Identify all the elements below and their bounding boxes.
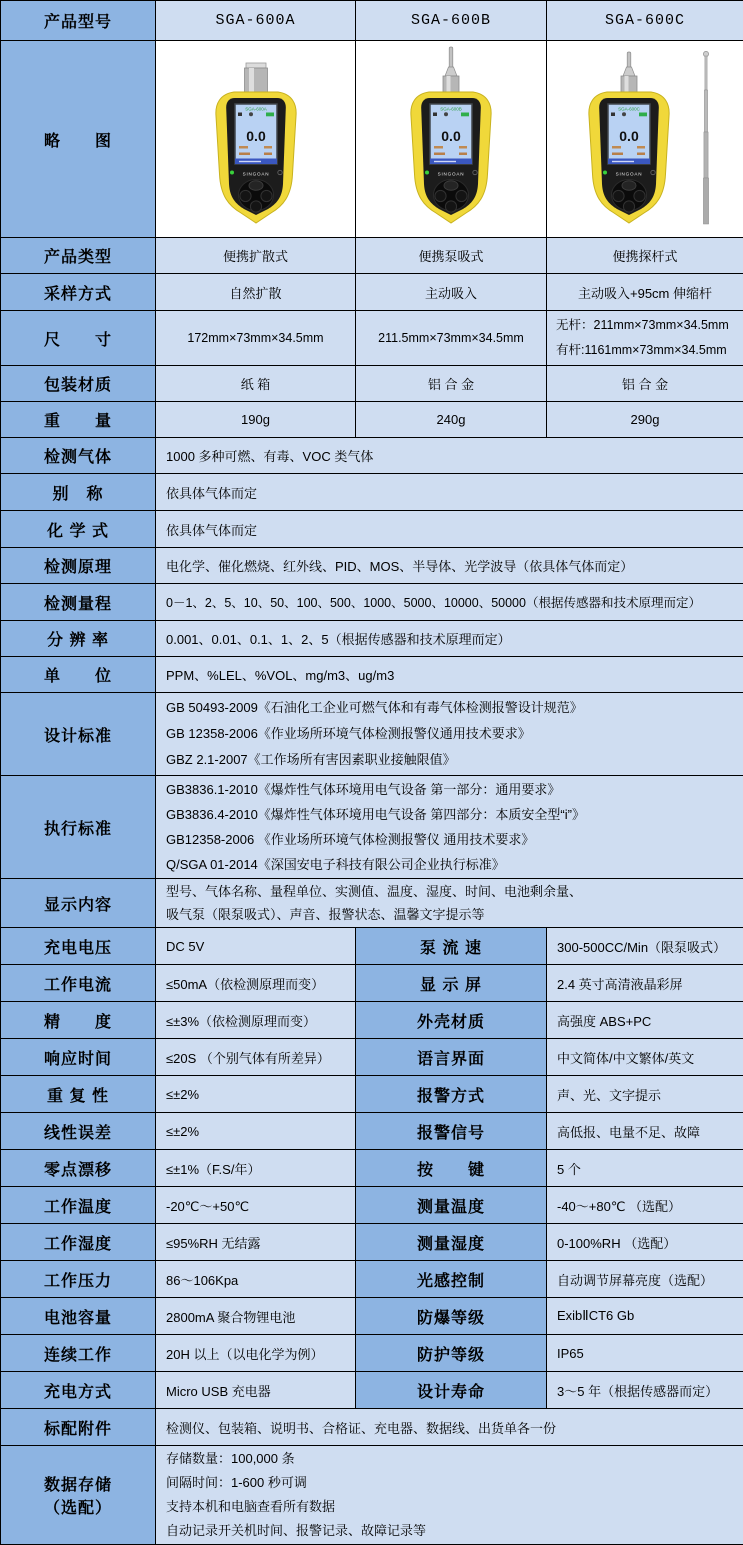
row-label: 显 示 屏 <box>356 965 547 1002</box>
spec-row-resolution <box>1 621 743 657</box>
sketch-label-cell: 略 图 <box>1 41 156 238</box>
value-cell: 主动吸入+95cm 伸缩杆 <box>547 274 743 311</box>
brand-label: SINGOAN <box>438 172 465 177</box>
value-cell <box>156 879 743 928</box>
value-cell: 3～5 年（根据传感器而定） <box>547 1372 743 1409</box>
value-cell: 铝 合 金 <box>356 366 547 402</box>
value-cell: 290g <box>547 402 743 438</box>
screen-model-label: SGA-600C <box>618 107 641 112</box>
row-label: 连续工作 <box>1 1335 156 1372</box>
spec-row-dual <box>1 1261 743 1298</box>
spec-row-data-storage <box>1 1446 743 1545</box>
row-label: 重 复 性 <box>1 1076 156 1113</box>
standard-line: Q/SGA 01-2014《深国安电子科技有限公司企业执行标准》 <box>166 852 739 877</box>
value-cell: ≤±2% <box>156 1076 356 1113</box>
lcd-screen <box>430 104 472 164</box>
standard-line: GB 12358-2006《作业场所环境气体检测报警仪通用技术要求》 <box>166 721 739 747</box>
sketch-row <box>1 41 743 238</box>
value-cell: 依具体气体而定 <box>156 474 743 511</box>
row-label: 充电方式 <box>1 1372 156 1409</box>
row-label: 重 量 <box>1 402 156 438</box>
spec-row-dimensions <box>1 311 743 366</box>
row-label: 精 度 <box>1 1002 156 1039</box>
menu-button <box>622 181 636 191</box>
fan-icon <box>444 112 448 116</box>
product-image-sga-600b <box>366 46 536 232</box>
spec-row-gases <box>1 438 743 474</box>
standard-line: GB3836.4-2010《爆炸性气体环境用电气设备 第四部分：本质安全型“i”》 <box>166 802 739 827</box>
battery-icon <box>461 113 469 117</box>
value-cell: 便携探杆式 <box>547 238 743 274</box>
spec-row-dual <box>1 965 743 1002</box>
value-cell: 纸 箱 <box>156 366 356 402</box>
row-label: 执行标准 <box>1 776 156 879</box>
value-cell: 检测仪、包装箱、说明书、合格证、充电器、数据线、出货单各一份 <box>156 1409 743 1446</box>
display-line: 吸气泵（限泵吸式）、声音、报警状态、温馨文字提示等 <box>166 903 739 926</box>
product-image-cell-a <box>156 41 356 238</box>
value-cell: ≤50mA（依检测原理而变） <box>156 965 356 1002</box>
row-label: 设计寿命 <box>356 1372 547 1409</box>
row-label: 报警方式 <box>356 1076 547 1113</box>
value-cell: 依具体气体而定 <box>156 511 743 548</box>
value-cell: 300-500CC/Min（限泵吸式） <box>547 928 743 965</box>
value-cell: -40～+80℃ （选配） <box>547 1187 743 1224</box>
spec-row-display-content <box>1 879 743 928</box>
value-cell: 190g <box>156 402 356 438</box>
row-label: 测量湿度 <box>356 1224 547 1261</box>
product-image-sga-600c <box>560 46 730 232</box>
led-indicator <box>603 171 607 175</box>
value-cell <box>547 311 743 366</box>
right-button <box>634 190 645 201</box>
value-cell: 高低报、电量不足、故障 <box>547 1113 743 1150</box>
header-label-cell: 产品型号 <box>1 1 156 41</box>
row-label: 工作电流 <box>1 965 156 1002</box>
enter-button <box>250 201 261 212</box>
display-line: 型号、气体名称、量程单位、实测值、温度、湿度、时间、电池剩余量、 <box>166 880 739 903</box>
model-cell-c: SGA-600C <box>547 1 743 41</box>
value-cell: PPM、%LEL、%VOL、mg/m3、ug/m3 <box>156 657 743 693</box>
value-cell: ≤95%RH 无结露 <box>156 1224 356 1261</box>
spec-row-dual <box>1 1076 743 1113</box>
row-label: 工作湿度 <box>1 1224 156 1261</box>
lcd-screen <box>235 104 277 164</box>
row-label <box>1 1446 156 1545</box>
row-label: 泵 流 速 <box>356 928 547 965</box>
value-cell: 1000 多种可燃、有毒、VOC 类气体 <box>156 438 743 474</box>
value-cell: ≤±3%（依检测原理而变） <box>156 1002 356 1039</box>
row-label: 线性误差 <box>1 1113 156 1150</box>
lcd-screen <box>608 104 650 164</box>
row-label: 防爆等级 <box>356 1298 547 1335</box>
value-cell: -20℃～+50℃ <box>156 1187 356 1224</box>
row-label: 报警信号 <box>356 1113 547 1150</box>
speaker-icon <box>611 113 615 117</box>
value-cell: 便携扩散式 <box>156 238 356 274</box>
standard-line: GB 50493-2009《石油化工企业可燃气体和有毒气体检测报警设计规范》 <box>166 695 739 721</box>
left-button <box>239 190 250 201</box>
header-row <box>1 1 743 41</box>
value-cell: 声、光、文字提示 <box>547 1076 743 1113</box>
value-cell: ≤±2% <box>156 1113 356 1150</box>
value-cell: 高强度 ABS+PC <box>547 1002 743 1039</box>
left-button <box>435 190 446 201</box>
left-button <box>613 190 624 201</box>
row-label: 充电电压 <box>1 928 156 965</box>
row-label: 语言界面 <box>356 1039 547 1076</box>
product-image-cell-c <box>547 41 743 238</box>
value-cell: ≤20S （个别气体有所差异） <box>156 1039 356 1076</box>
screen-model-label: SGA-600A <box>245 107 267 112</box>
row-label: 光感控制 <box>356 1261 547 1298</box>
storage-line: 存储数量：100,000 条 <box>166 1447 739 1471</box>
menu-button <box>249 181 263 191</box>
row-label: 尺 寸 <box>1 311 156 366</box>
standard-line: GB12358-2006 《作业场所环境气体检测报警仪 通用技术要求》 <box>166 827 739 852</box>
value-cell <box>156 693 743 776</box>
fan-icon <box>249 112 253 116</box>
value-cell: 自动调节屏幕亮度（选配） <box>547 1261 743 1298</box>
spec-row-sampling <box>1 274 743 311</box>
row-label: 检测原理 <box>1 548 156 584</box>
storage-line: 支持本机和电脑查看所有数据 <box>166 1495 739 1519</box>
row-label: 采样方式 <box>1 274 156 311</box>
model-cell-a: SGA-600A <box>156 1 356 41</box>
row-label: 零点漂移 <box>1 1150 156 1187</box>
value-cell: 172mm×73mm×34.5mm <box>156 311 356 366</box>
led-indicator <box>230 171 234 175</box>
value-cell: 2800mA 聚合物锂电池 <box>156 1298 356 1335</box>
storage-label-line: （选配） <box>2 1495 154 1518</box>
spec-row-formula <box>1 511 743 548</box>
speaker-icon <box>238 113 242 117</box>
menu-button <box>444 181 458 191</box>
model-cell-b: SGA-600B <box>356 1 547 41</box>
dimension-line: 有杆:1161mm×73mm×34.5mm <box>548 338 742 363</box>
screen-reading: 0.0 <box>246 128 266 144</box>
storage-line: 自动记录开关机时间、报警记录、故障记录等 <box>166 1519 739 1543</box>
spec-row-accessories <box>1 1409 743 1446</box>
screen-model-label: SGA-600B <box>440 107 462 112</box>
row-label: 检测气体 <box>1 438 156 474</box>
row-label: 单 位 <box>1 657 156 693</box>
row-label: 化 学 式 <box>1 511 156 548</box>
value-cell: 211.5mm×73mm×34.5mm <box>356 311 547 366</box>
row-label: 测量温度 <box>356 1187 547 1224</box>
row-label: 标配附件 <box>1 1409 156 1446</box>
enter-button <box>623 201 634 212</box>
value-cell: 中文简体/中文繁体/英文 <box>547 1039 743 1076</box>
enter-button <box>445 201 456 212</box>
value-cell: 自然扩散 <box>156 274 356 311</box>
spec-row-range <box>1 584 743 621</box>
value-cell: 20H 以上（以电化学为例） <box>156 1335 356 1372</box>
led-indicator <box>425 171 429 175</box>
spec-row-packaging <box>1 366 743 402</box>
right-button <box>260 190 271 201</box>
value-cell: 主动吸入 <box>356 274 547 311</box>
row-label: 响应时间 <box>1 1039 156 1076</box>
spec-row-dual <box>1 1187 743 1224</box>
pump-probe <box>443 47 459 93</box>
row-label: 设计标准 <box>1 693 156 776</box>
row-label: 包装材质 <box>1 366 156 402</box>
battery-icon <box>266 113 274 117</box>
spec-row-alias <box>1 474 743 511</box>
value-cell: DC 5V <box>156 928 356 965</box>
product-image-sga-600a <box>171 46 341 232</box>
row-label: 产品类型 <box>1 238 156 274</box>
value-cell: 5 个 <box>547 1150 743 1187</box>
value-cell: 便携泵吸式 <box>356 238 547 274</box>
row-label: 检测量程 <box>1 584 156 621</box>
value-cell: 0-100%RH （选配） <box>547 1224 743 1261</box>
battery-icon <box>639 113 647 117</box>
speaker-icon <box>433 113 437 117</box>
spec-row-dual <box>1 1335 743 1372</box>
screen-reading: 0.0 <box>441 128 461 144</box>
value-cell: 0－1、2、5、10、50、100、500、1000、5000、10000、50000（根据传感器和技术原理而定） <box>156 584 743 621</box>
spec-row-design-standards <box>1 693 743 776</box>
spec-row-dual <box>1 1150 743 1187</box>
spec-row-product-type <box>1 238 743 274</box>
sensor-cap <box>244 63 267 93</box>
value-cell: 0.001、0.01、0.1、1、2、5（根据传感器和技术原理而定） <box>156 621 743 657</box>
storage-line: 间隔时间：1-600 秒可调 <box>166 1471 739 1495</box>
value-cell: 电化学、催化燃烧、红外线、PID、MOS、半导体、光学波导（依具体气体而定） <box>156 548 743 584</box>
value-cell: 2.4 英寸高清液晶彩屏 <box>547 965 743 1002</box>
dimension-line: 无杆：211mm×73mm×34.5mm <box>548 313 742 338</box>
fan-icon <box>622 112 626 116</box>
standard-line: GB3836.1-2010《爆炸性气体环境用电气设备 第一部分：通用要求》 <box>166 777 739 802</box>
storage-label-line: 数据存储 <box>2 1472 154 1495</box>
value-cell: ≤±1%（F.S/年） <box>156 1150 356 1187</box>
spec-row-exec-standards <box>1 776 743 879</box>
pump-probe <box>621 52 637 93</box>
spec-row-dual <box>1 1298 743 1335</box>
brand-label: SINGOAN <box>616 172 643 177</box>
spec-row-dual <box>1 1113 743 1150</box>
right-button <box>456 190 467 201</box>
row-label: 外壳材质 <box>356 1002 547 1039</box>
telescopic-rod <box>703 51 708 224</box>
standard-line: GBZ 2.1-2007《工作场所有害因素职业接触限值》 <box>166 747 739 773</box>
value-cell: ExibⅡCT6 Gb <box>547 1298 743 1335</box>
spec-row-weight <box>1 402 743 438</box>
row-label: 工作压力 <box>1 1261 156 1298</box>
spec-row-dual <box>1 1039 743 1076</box>
spec-row-dual <box>1 928 743 965</box>
row-label: 电池容量 <box>1 1298 156 1335</box>
product-image-cell-b <box>356 41 547 238</box>
value-cell: 240g <box>356 402 547 438</box>
brand-label: SINGOAN <box>242 172 269 177</box>
spec-row-units <box>1 657 743 693</box>
screen-reading: 0.0 <box>619 128 639 144</box>
row-label: 别 称 <box>1 474 156 511</box>
value-cell <box>156 1446 743 1545</box>
row-label: 工作温度 <box>1 1187 156 1224</box>
row-label: 按 键 <box>356 1150 547 1187</box>
row-label: 分 辨 率 <box>1 621 156 657</box>
spec-row-dual <box>1 1372 743 1409</box>
spec-row-dual <box>1 1224 743 1261</box>
spec-row-dual <box>1 1002 743 1039</box>
value-cell: 铝 合 金 <box>547 366 743 402</box>
row-label: 显示内容 <box>1 879 156 928</box>
spec-row-principle <box>1 548 743 584</box>
value-cell <box>156 776 743 879</box>
row-label: 防护等级 <box>356 1335 547 1372</box>
value-cell: IP65 <box>547 1335 743 1372</box>
value-cell: 86～106Kpa <box>156 1261 356 1298</box>
value-cell: Micro USB 充电器 <box>156 1372 356 1409</box>
